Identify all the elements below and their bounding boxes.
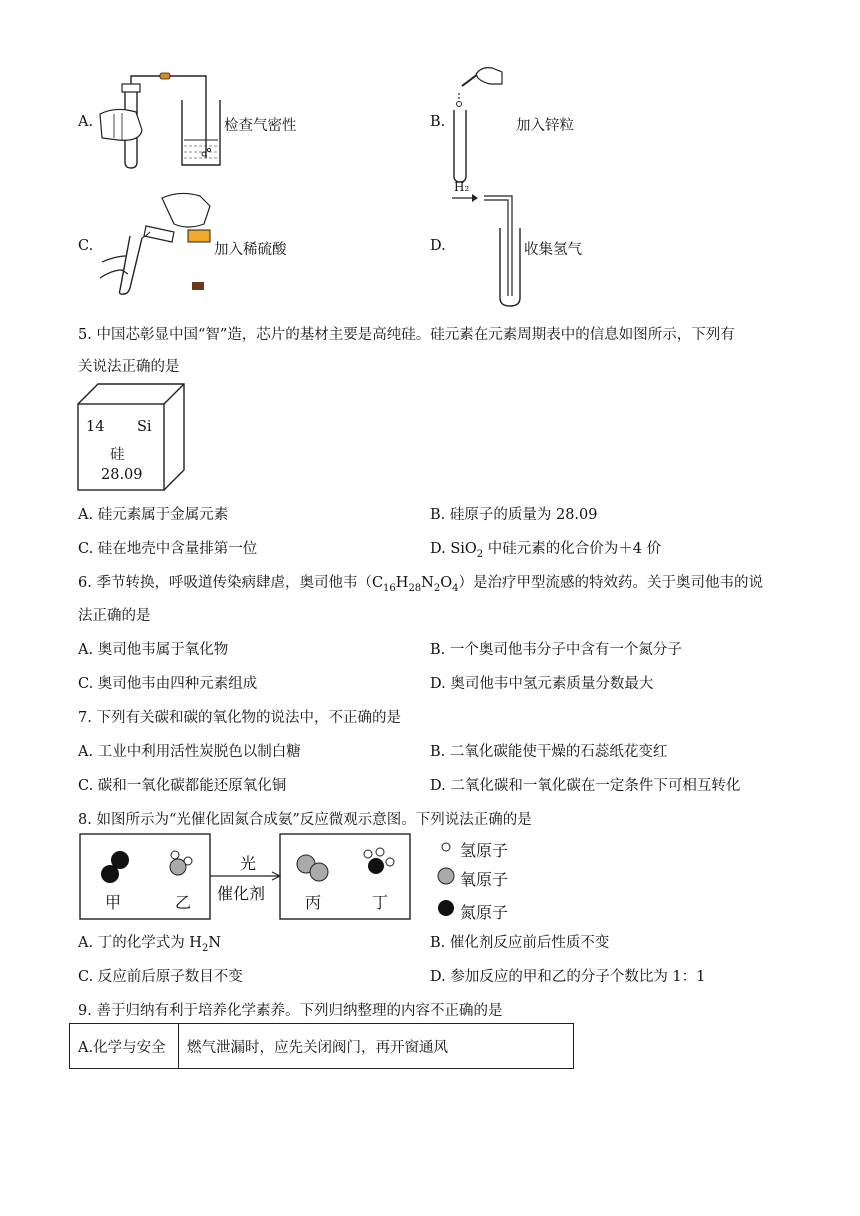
q8-option-d[interactable]: D. 参加反应的甲和乙的分子个数比为 1：1: [430, 969, 706, 985]
q7-option-c[interactable]: C. 碳和一氧化碳都能还原氧化铜: [78, 778, 287, 794]
add-zinc-apparatus-image: [448, 66, 508, 184]
q8-stem: 8. 如图所示为“光催化固氮合成氨”反应微观示意图。下列说法正确的是: [78, 812, 532, 828]
q6-formula-h: H: [395, 575, 409, 591]
reaction-diagram: [80, 834, 420, 924]
element-atomic-number: 14: [86, 419, 105, 435]
nitrogen-atom: [368, 858, 384, 874]
hydrogen-atom: [386, 858, 394, 866]
q6-option-b[interactable]: B. 一个奥司他韦分子中含有一个氮分子: [430, 642, 682, 658]
hydrogen-gas-label: H₂: [454, 180, 470, 194]
label-ding: 丁: [372, 893, 389, 912]
q6-formula-sub-3: 2: [433, 582, 441, 594]
element-symbol: Si: [137, 419, 152, 435]
q9-row-content: 燃气泄漏时，应先关闭阀门，再开窗通风: [179, 1024, 574, 1069]
q5-stem-line1: 5. 中国芯彰显中国“智”造，芯片的基材主要是高纯硅。硅元素在元素周期表中的信息如图所示，下列有: [78, 327, 735, 343]
q4-option-c-text: 加入稀硫酸: [214, 242, 287, 258]
q5-stem-line2: 关说法正确的是: [78, 359, 180, 375]
q6-stem-line2: 法正确的是: [78, 608, 151, 624]
q6-option-a[interactable]: A. 奥司他韦属于氧化物: [78, 642, 229, 658]
hydrogen-atom: [171, 851, 179, 859]
table-row: [70, 1024, 574, 1069]
airtightness-apparatus-image: [100, 70, 225, 170]
q6-stem-suffix: ）是治疗甲型流感的特效药。关于奥司他韦的说: [458, 575, 763, 591]
q5-option-b[interactable]: B. 硅原子的质量为 28.09: [430, 507, 598, 523]
q4-option-c-letter[interactable]: C.: [78, 238, 94, 254]
q9-row-label: A.化学与安全: [70, 1024, 179, 1069]
q5-option-d-prefix: D. SiO: [430, 541, 477, 557]
q4-option-d-text: 收集氢气: [524, 242, 582, 258]
legend-hydrogen: 氢原子: [460, 841, 509, 860]
label-bing: 丙: [305, 893, 322, 912]
q4-option-b-letter[interactable]: B.: [430, 114, 446, 130]
q4-option-d-letter[interactable]: D.: [430, 238, 446, 254]
q8-option-b[interactable]: B. 催化剂反应前后性质不变: [430, 935, 610, 951]
oxygen-legend-icon: [438, 868, 454, 884]
q7-option-d[interactable]: D. 二氧化碳和一氧化碳在一定条件下可相互转化: [430, 778, 741, 794]
q8-option-c[interactable]: C. 反应前后原子数目不变: [78, 969, 243, 985]
condition-light: 光: [240, 854, 257, 873]
q7-stem: 7. 下列有关碳和碳的氧化物的说法中，不正确的是: [78, 710, 401, 726]
legend-nitrogen: 氮原子: [460, 903, 509, 922]
q6-formula-o: O: [440, 575, 453, 591]
q6-formula-sub-1: 16: [383, 582, 396, 594]
q8-option-a-suffix: N: [208, 935, 222, 951]
q5-option-d[interactable]: [430, 537, 661, 560]
q5-option-d-subscript: 2: [476, 548, 484, 560]
collect-hydrogen-apparatus-image: [452, 190, 524, 308]
add-acid-apparatus-image: [100, 190, 215, 296]
q5-option-c[interactable]: C. 硅在地壳中含量排第一位: [78, 541, 258, 557]
q4-option-a-text: 检查气密性: [224, 118, 297, 134]
element-name: 硅: [110, 447, 125, 463]
q6-stem-line1: [78, 571, 763, 594]
legend-oxygen: 氧原子: [460, 870, 509, 889]
q6-option-c[interactable]: C. 奥司他韦由四种元素组成: [78, 676, 258, 692]
element-atomic-mass: 28.09: [101, 467, 143, 483]
q7-option-b[interactable]: B. 二氧化碳能使干燥的石蕊纸花变红: [430, 744, 668, 760]
hydrogen-legend-icon: [442, 843, 450, 851]
hydrogen-atom: [364, 850, 372, 858]
nitrogen-atom: [101, 865, 119, 883]
oxygen-atom: [170, 859, 186, 875]
q8-option-a-subscript: 2: [201, 942, 209, 954]
q6-formula-sub-2: 28: [408, 582, 422, 594]
legend-icons: [436, 838, 456, 918]
q5-option-a[interactable]: A. 硅元素属于金属元素: [78, 507, 229, 523]
label-yi: 乙: [175, 893, 192, 912]
oxygen-atom: [310, 863, 328, 881]
q9-table: [69, 1023, 574, 1069]
q8-option-a[interactable]: [78, 931, 221, 954]
q6-formula-sub-4: 4: [452, 582, 459, 594]
q7-option-a[interactable]: A. 工业中利用活性炭脱色以制白糖: [78, 744, 301, 760]
q9-stem: 9. 善于归纳有利于培养化学素养。下列归纳整理的内容不正确的是: [78, 1003, 503, 1019]
q6-formula-n: N: [421, 575, 434, 591]
q8-option-a-prefix: A. 丁的化学式为 H: [78, 935, 202, 951]
q6-option-d[interactable]: D. 奥司他韦中氢元素质量分数最大: [430, 676, 654, 692]
q4-option-a-letter[interactable]: A.: [78, 114, 94, 130]
hydrogen-atom: [376, 848, 384, 856]
q5-option-d-suffix: 中硅元素的化合价为＋4 价: [483, 541, 662, 557]
nitrogen-legend-icon: [438, 900, 454, 916]
q6-stem-prefix: 6. 季节转换，呼吸道传染病肆虐，奥司他韦（C: [78, 575, 384, 591]
label-jia: 甲: [105, 893, 122, 912]
q4-option-b-text: 加入锌粒: [516, 118, 574, 134]
condition-catalyst: 催化剂: [217, 884, 266, 903]
